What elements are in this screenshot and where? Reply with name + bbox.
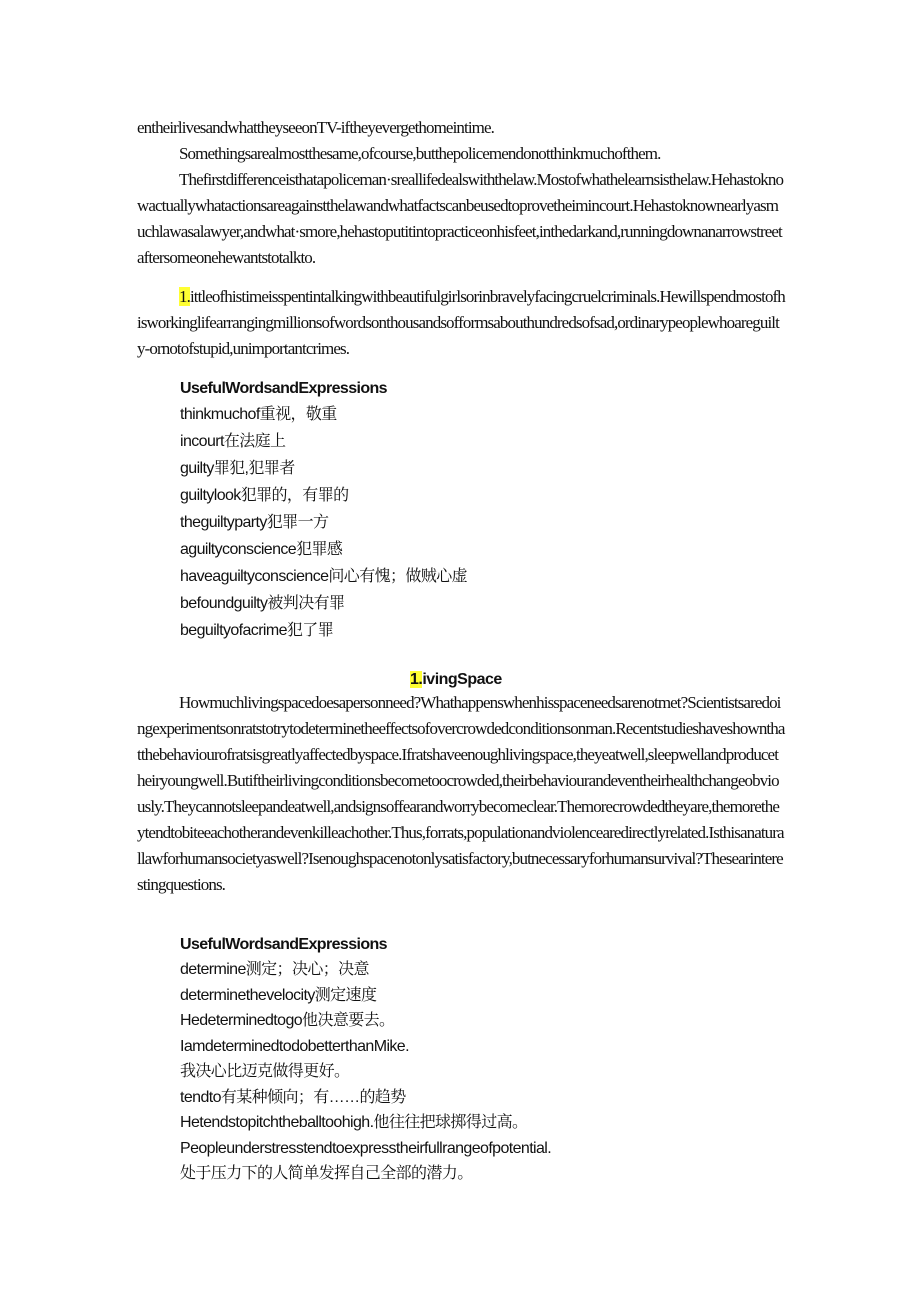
paragraph-living-space: Howmuchlivingspacedoesapersonneed?Whathappenswhenhisspaceneedsarenotmet?Scientistsaredoingexperimentsonratstotrytodeterminetheeffectsofovercrowdedconditionsonman.Recentstudieshaveshownthatthebehaviourofratsisgreatlyaffectedbyspace.Ifratshaveenoughlivingspace,theyeatwell,sleepwellandproducetheiryoungwell.Butiftheirlivingconditionsbecometoocrowded,theirbehaviourandeventheirhealthchangeobviously.Theycannotsleepandeatwell,andsignsoffearandworrybecomeclear.Themorecrowdedtheyare,themoretheytendtobiteeachotherandevenkilleachother.Thus,forrats,populationandviolencearedirectlyrelated.Isthisanaturallawforhumansocietyaswell?Isenoughspacenotonlysatisfactory,butnecessaryforhumansurvival?Thesearinterestingquestions. [137,693,785,894]
vocab-item: guilty罪犯,犯罪者 [180,460,295,477]
vocab-item: guiltylook犯罪的，有罪的 [180,487,349,504]
highlight-marker: 1. [410,671,423,688]
vocab-item: determine测定；决心；决意 [180,961,369,978]
paragraph-similarities: Somethingsarealmostthesame,ofcourse,butthepolicemendonotthinkmuchofthem. [179,144,661,163]
section-title [410,671,502,689]
useful-words-heading-2: UsefulWordsandExpressions [180,936,387,953]
vocab-item: haveaguiltyconscience问心有愧；做贼心虚 [180,568,467,585]
paragraph-continuation: entheirlivesandwhattheyseeonTV-iftheyevergethomeintime. [137,118,494,137]
vocab-item: Hetendstopitchtheballtoohigh.他往往把球掷得过高。 [180,1114,528,1131]
vocab-item: beguiltyofacrime犯了罪 [180,622,334,639]
vocab-item: Hedeterminedtogo他决意要去。 [180,1012,395,1029]
vocab-item: IamdeterminedtodobetterthanMike. [180,1037,409,1055]
vocab-item: incourt在法庭上 [180,433,286,450]
vocab-item: 我决心比迈克做得更好。 [180,1063,350,1080]
vocab-item: befoundguilty被判决有罪 [180,595,345,612]
useful-words-heading: UsefulWordsandExpressions [180,380,387,397]
highlight-marker: 1. [179,287,190,306]
vocab-item: Peopleunderstresstendtoexpresstheirfullrangeofpotential. [180,1139,552,1157]
vocab-list [180,401,467,644]
vocab-list-2 [180,957,551,1187]
vocab-item: thinkmuchof重视，敬重 [180,406,337,423]
paragraph-time-spent [137,284,785,362]
section-title-text: ivingSpace [422,671,502,688]
vocab-item: aguiltyconscience犯罪感 [180,541,343,558]
vocab-item: theguiltyparty犯罪一方 [180,514,329,531]
vocab-item: determinethevelocity测定速度 [180,986,377,1004]
vocab-item: tendto有某种倾向；有……的趋势 [180,1088,406,1106]
paragraph-first-difference: Thefirstdifferenceisthatapoliceman·sreallifedealswiththelaw.Mostofwhathelearnsisthelaw.Hehastoknowactuallywhatactionsareagainstthelawandwhatfactscanbeusedtoprovetheimincourt.Hehastoknownearlyasmuchlawasalawyer,andwhat·smore,hehastoputitintopracticeonhisfeet,inthedarkand,runningdownanarrowstreetaftersomeonehewantstotalkto. [137,170,784,267]
paragraph-time-spent-text: ittleofhistimeisspentintalkingwithbeautifulgirlsorinbravelyfacingcruelcriminals.Hewillspendmostofhisworkinglifearrangingmillionsofwordsonthousandsofformsabouthundredsofsad,ordinarypeoplewhoareguilty-ornotofstupid,unimportantcrimes. [137,287,785,358]
vocab-item: 处于压力下的人简单发挥自己全部的潜力。 [180,1165,473,1182]
